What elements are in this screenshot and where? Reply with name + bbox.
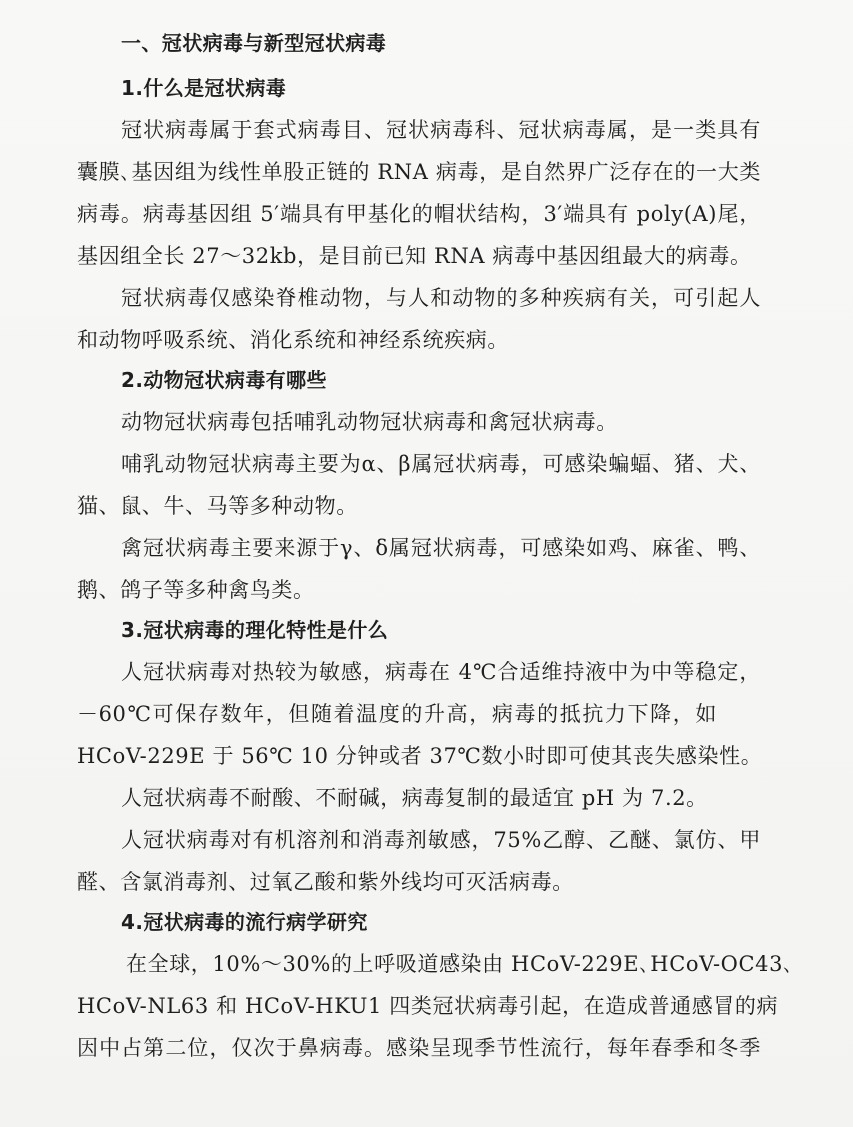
q2-heading: 2.动物冠状病毒有哪些: [121, 368, 327, 392]
q1-line-2: 囊膜､基因组为线性单股正链的 RNA 病毒，是自然界广泛存在的一大类: [77, 160, 761, 184]
q4-line-1: 在全球，10%～30%的上呼吸道感染由 HCoV-229E､HCoV-OC43､: [126, 952, 795, 976]
q3-line-2: －60℃可保存数年，但随着温度的升高，病毒的抵抗力下降，如: [77, 702, 717, 726]
q2-line-2: 哺乳动物冠状病毒主要为α、β属冠状病毒，可感染蝙蝠、猪、犬、: [121, 452, 761, 476]
q3-line-1: 人冠状病毒对热较为敏感，病毒在 4℃合适维持液中为中等稳定，: [121, 660, 761, 684]
q2-line-4: 禽冠状病毒主要来源于γ、δ属冠状病毒，可感染如鸡、麻雀、鸭、: [121, 536, 761, 560]
q2-line-3: 猫、鼠、牛、马等多种动物。: [77, 494, 358, 518]
q3-heading: 3.冠状病毒的理化特性是什么: [121, 618, 389, 642]
q4-heading: 4.冠状病毒的流行病学研究: [121, 910, 368, 934]
q1-line-3: 病毒。病毒基因组 5′端具有甲基化的帽状结构，3′端具有 poly(A)尾，: [77, 202, 761, 226]
q4-line-2: HCoV-NL63 和 HCoV-HKU1 四类冠状病毒引起，在造成普通感冒的病: [77, 994, 779, 1018]
q3-line-5: 人冠状病毒对有机溶剂和消毒剂敏感，75%乙醇、乙醚、氯仿、甲: [121, 828, 761, 852]
q1-line-6: 和动物呼吸系统、消化系统和神经系统疾病。: [77, 328, 509, 352]
q2-line-5: 鹅、鸽子等多种禽鸟类。: [77, 578, 315, 602]
q3-line-6: 醛、含氯消毒剂、过氧乙酸和紫外线均可灭活病毒。: [77, 870, 574, 894]
q3-line-4: 人冠状病毒不耐酸、不耐碱，病毒复制的最适宜 pH 为 7.2。: [121, 786, 708, 810]
q1-line-1: 冠状病毒属于套式病毒目、冠状病毒科、冠状病毒属，是一类具有: [121, 118, 761, 142]
q2-line-1: 动物冠状病毒包括哺乳动物冠状病毒和禽冠状病毒。: [121, 410, 618, 434]
q4-line-3: 因中占第二位，仅次于鼻病毒。感染呈现季节性流行，每年春季和冬季: [77, 1036, 761, 1060]
section-title: 一、冠状病毒与新型冠状病毒: [121, 31, 387, 55]
q3-line-3: HCoV-229E 于 56℃ 10 分钟或者 37℃数小时即可使其丧失感染性。: [77, 744, 763, 768]
q1-line-4: 基因组全长 27～32kb，是目前已知 RNA 病毒中基因组最大的病毒。: [77, 244, 752, 268]
q1-heading: 1.什么是冠状病毒: [121, 76, 287, 100]
q1-line-5: 冠状病毒仅感染脊椎动物，与人和动物的多种疾病有关，可引起人: [121, 286, 761, 310]
